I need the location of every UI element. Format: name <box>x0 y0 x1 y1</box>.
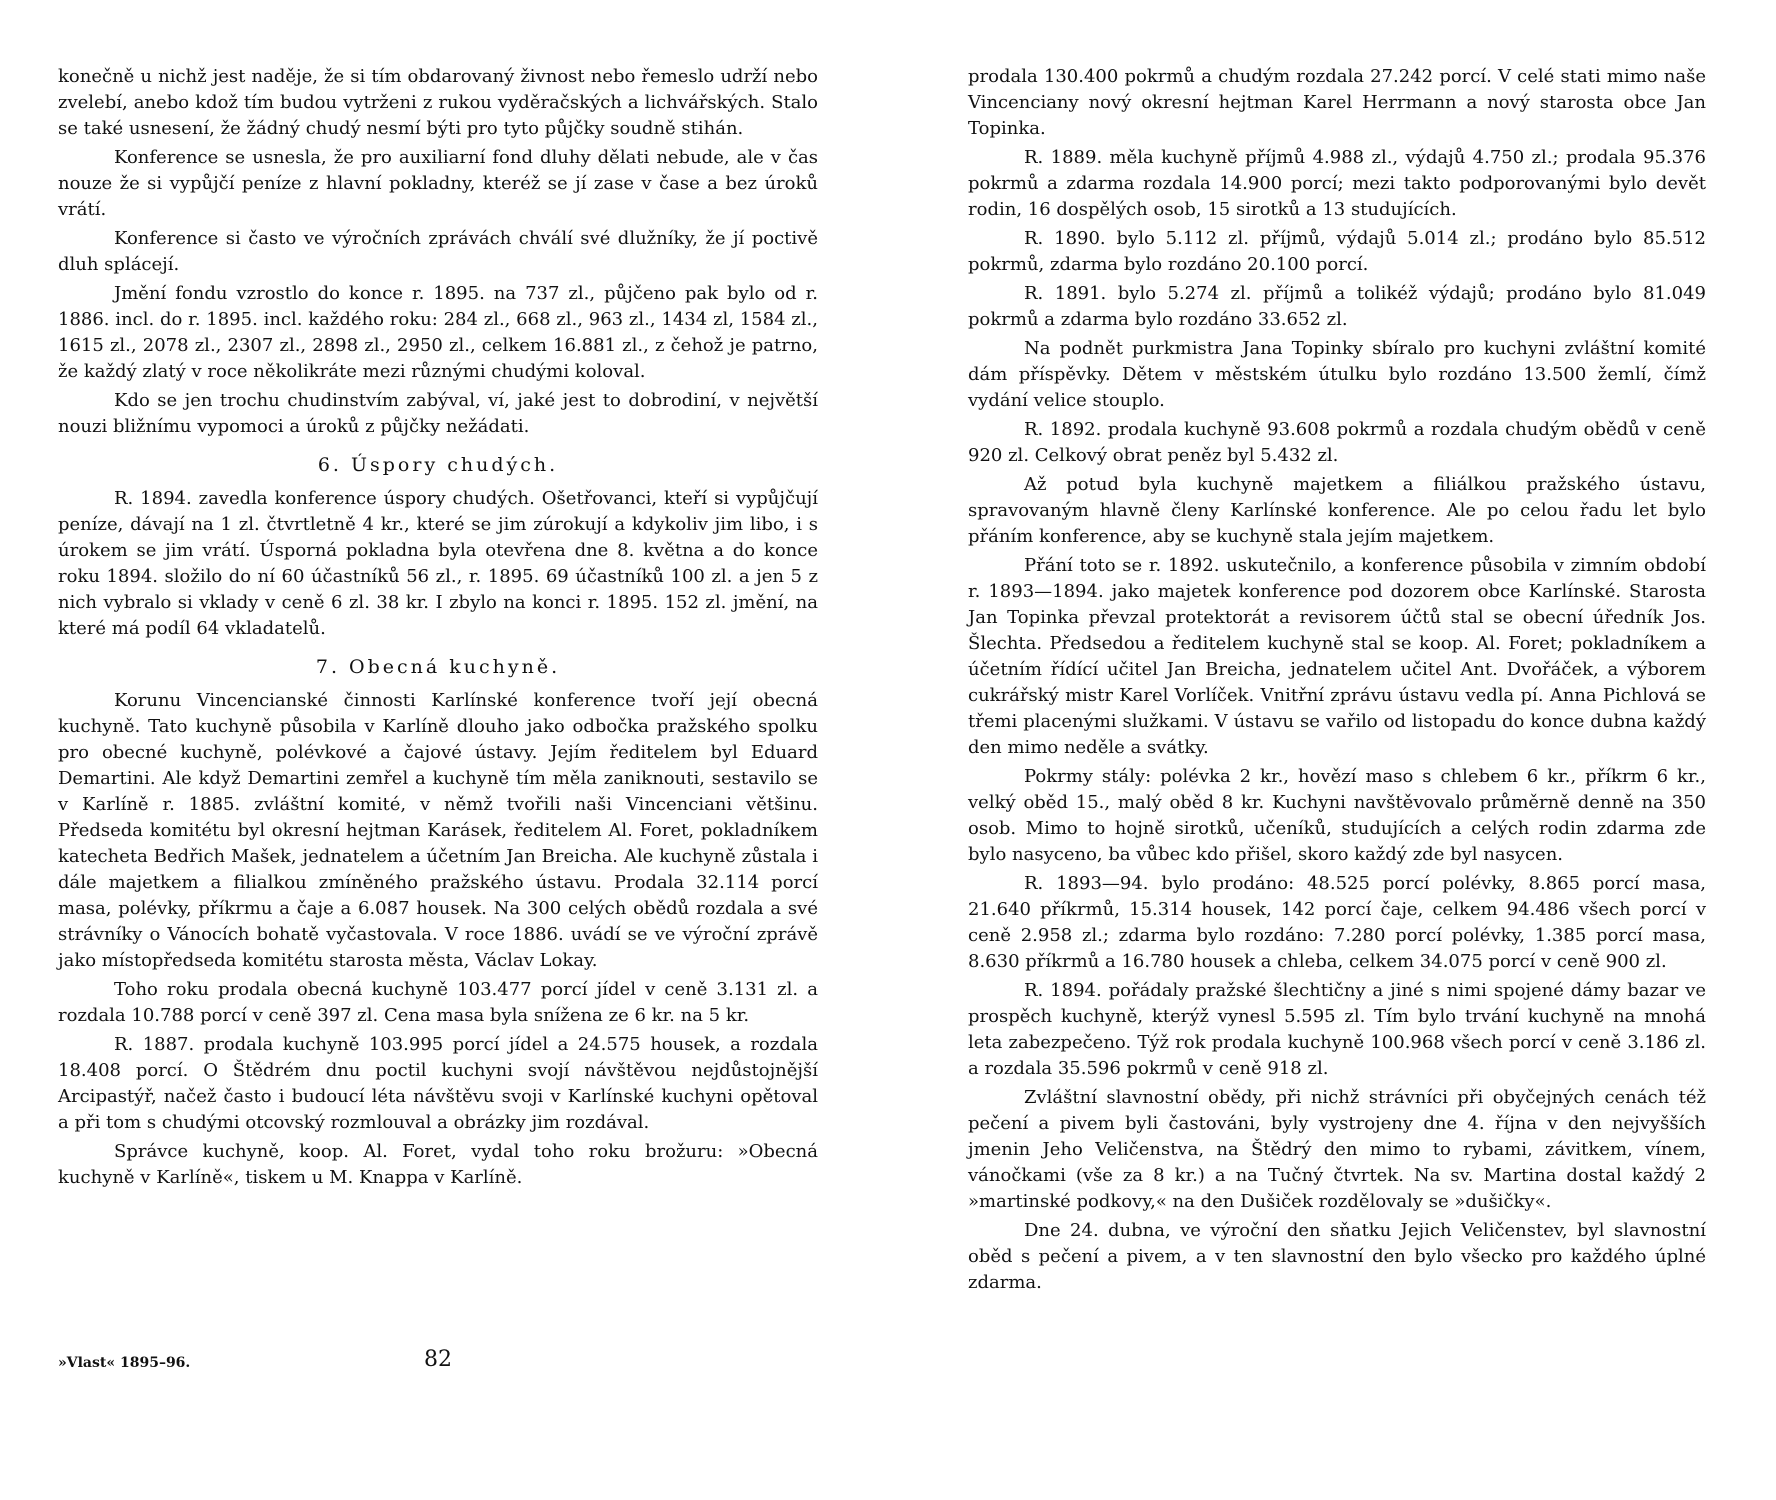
footer-source: »Vlast« 1895–96. <box>58 1355 191 1371</box>
page-number: 82 <box>424 1347 452 1372</box>
paragraph: prodala 130.400 pokrmů a chudým rozdala 27.242 porcí. V celé stati mimo naše Vincenciany nový okresní hejtman Karel Herrmann a nový starosta obce Jan Topinka. <box>968 66 1706 139</box>
section-heading-6: 6. Úspory chudých. <box>317 454 559 476</box>
right-page <box>888 0 1776 1500</box>
paragraph: konečně u nichž jest naděje, že si tím obdarovaný živnost nebo řemeslo udrží nebo zvelebí, anebo kdož tím budou vytrženi z rukou vyděračských a lichvářských. Stalo se také usnesení, že žádný chudý nesmí býti pro tyto půjčky soudně stihán. <box>58 66 818 139</box>
paragraph: Toho roku prodala obecná kuchyně 103.477 porcí jídel v ceně 3.131 zl. a rozdala 10.788 porcí v ceně 397 zl. Cena masa byla snížena ze 6 kr. na 5 kr. <box>58 979 818 1026</box>
paragraph: Přání toto se r. 1892. uskutečnilo, a konference působila v zimním období r. 1893—1894. jako majetek konference pod dozorem obce Karlínské. Starosta Jan Topinka převzal protektorát a revisorem účtů stal se obecní úředník Jos. Šlechta. Předsedou a ředitelem kuchyně stal se koop. Al. Foret; pokladníkem a účetním řídící učitel Jan Breicha, jednatelem učitel Ant. Dvořáček, a výborem cukrářský mistr Karel Vorlíček. Vnitřní zprávu ústavu vedla pí. Anna Pichlová se třemi placenými služkami. V ústavu se vařilo od listopadu do konce dubna každý den mimo neděle a svátky. <box>968 555 1706 758</box>
paragraph: R. 1890. bylo 5.112 zl. příjmů, výdajů 5.014 zl.; prodáno bylo 85.512 pokrmů, zdarma bylo rozdáno 20.100 porcí. <box>968 228 1706 275</box>
paragraph: R. 1894. zavedla konference úspory chudých. Ošetřovanci, kteří si vypůjčují peníze, dávají na 1 zl. čtvrtletně 4 kr., které se jim zúrokují a kdykoliv jim libo, i s úrokem se jim vrátí. Úsporná pokladna byla otevřena dne 8. května a do konce roku 1894. složilo do ní 60 účastníků 56 zl., r. 1895. 69 účastníků 100 zl. a jen 5 z nich vybralo si vklady v ceně 6 zl. 38 kr. I zbylo na konci r. 1895. 152 zl. jmění, na které má podíl 64 vkladatelů. <box>58 488 818 639</box>
paragraph: Pokrmy stály: polévka 2 kr., hovězí maso s chlebem 6 kr., příkrm 6 kr., velký oběd 15., malý oběd 8 kr. Kuchyni navštěvovalo průměrně denně na 350 osob. Mimo to hojně sirotků, učeníků, studujících a celých rodin zdarma zde bylo nasyceno, ba vůbec kdo přišel, skoro každý zde byl nasycen. <box>968 766 1706 865</box>
paragraph: R. 1887. prodala kuchyně 103.995 porcí jídel a 24.575 housek, a rozdala 18.408 porcí. O Štědrém dnu poctil kuchyni svojí návštěvou nejdůstojnější Arcipastýř, načež často i budoucí léta návštěvu svoji v Karlínské kuchyni opětoval a při tom s chudými otcovský rozmlouval a obrázky jim rozdával. <box>58 1034 818 1133</box>
paragraph: Zvláštní slavnostní obědy, při nichž strávníci při obyčejných cenách též pečení a pivem byli častováni, byly vystrojeny dne 4. října v den nejvyšších jmenin Jeho Veličenstva, na Štědrý den mimo to rybami, závitkem, vínem, vánočkami (vše za 8 kr.) a na Tučný čtvrtek. Na sv. Martina dostal každý 2 »martinské podkovy,« na den Dušiček rozdělovaly se »dušičky«. <box>968 1087 1706 1212</box>
section-heading-7: 7. Obecná kuchyně. <box>315 656 561 678</box>
paragraph: Správce kuchyně, koop. Al. Foret, vydal toho roku brožuru: »Obecná kuchyně v Karlíně«, tiskem u M. Knappa v Karlíně. <box>58 1141 818 1188</box>
paragraph: Konference si často ve výročních zprávách chválí své dlužníky, že jí poctivě dluh splácejí. <box>58 228 818 275</box>
paragraph: Až potud byla kuchyně majetkem a filiálkou pražského ústavu, spravovaným hlavně členy Karlínské konference. Ale po celou řadu let bylo přáním konference, aby se kuchyně stala jejím majetkem. <box>968 474 1706 547</box>
paragraph: Korunu Vincencianské činnosti Karlínské konference tvoří její obecná kuchyně. Tato kuchyně působila v Karlíně dlouho jako odbočka pražského spolku pro obecné kuchyně, polévkové a čajové ústavy. Jejím ředitelem byl Eduard Demartini. Ale když Demartini zemřel a kuchyně tím měla zaniknouti, sestavilo se v Karlíně r. 1885. zvláštní komité, v němž tvořili naši Vincenciani většinu. Předseda komitétu byl okresní hejtman Karásek, ředitelem Al. Foret, pokladníkem katecheta Bedřich Mašek, jednatelem a účetním Jan Breicha. Ale kuchyně zůstala i dále majetkem a filialkou zmíněného pražského ústavu. Prodala 32.114 porcí masa, polévky, příkrmu a čaje a 6.087 housek. Na 300 celých obědů rozdala a své strávníky o Vánocích bohatě vyčastovala. V roce 1886. uvádí se ve výroční zprávě jako místopředseda komitétu starosta města, Václav Lokay. <box>58 690 818 971</box>
left-page-content <box>58 64 818 1191</box>
paragraph: R. 1889. měla kuchyně příjmů 4.988 zl., výdajů 4.750 zl.; prodala 95.376 pokrmů a zdarma rozdala 14.900 porcí; mezi takto podporovanými bylo devět rodin, 16 dospělých osob, 15 sirotků a 13 studujících. <box>968 147 1706 220</box>
paragraph: R. 1892. prodala kuchyně 93.608 pokrmů a rozdala chudým obědů v ceně 920 zl. Celkový obrat peněz byl 5.432 zl. <box>968 419 1706 466</box>
paragraph: R. 1891. bylo 5.274 zl. příjmů a tolikéž výdajů; prodáno bylo 81.049 pokrmů a zdarma bylo rozdáno 33.652 zl. <box>968 283 1706 330</box>
paragraph: Dne 24. dubna, ve výroční den sňatku Jejich Veličenstev, byl slavnostní oběd s pečení a pivem, a v ten slavnostní den bylo všecko pro každého úplné zdarma. <box>968 1220 1706 1293</box>
paragraph: R. 1894. pořádaly pražské šlechtičny a jiné s nimi spojené dámy bazar ve prospěch kuchyně, kterýž vynesl 5.595 zl. Tím bylo trvání kuchyně na mnohá leta zabezpečeno. Týž rok prodala kuchyně 100.968 všech porcí v ceně 3.186 zl. a rozdala 35.596 pokrmů v ceně 918 zl. <box>968 980 1706 1079</box>
paragraph: Konference se usnesla, že pro auxiliarní fond dluhy dělati nebude, ale v čas nouze že si vypůjčí peníze z hlavní pokladny, kteréž se jí zase v čase a bez úroků vrátí. <box>58 147 818 220</box>
paragraph: Na podnět purkmistra Jana Topinky sbíralo pro kuchyni zvláštní komité dám příspěvky. Dětem v městském útulku bylo rozdáno 13.500 žemlí, čímž vydání velice stouplo. <box>968 338 1706 411</box>
paragraph: Jmění fondu vzrostlo do konce r. 1895. na 737 zl., půjčeno pak bylo od r. 1886. incl. do r. 1895. incl. každého roku: 284 zl., 668 zl., 963 zl., 1434 zl, 1584 zl., 1615 zl., 2078 zl., 2307 zl., 2898 zl., 2950 zl., celkem 16.881 zl., z čehož je patrno, že každý zlatý v roce několikráte mezi různými chudými koloval. <box>58 283 818 382</box>
paragraph: Kdo se jen trochu chudinstvím zabýval, ví, jaké jest to dobrodiní, v největší nouzi bližnímu vypomoci a úroků z půjčky nežádati. <box>58 390 818 437</box>
right-page-content <box>968 64 1706 1296</box>
paragraph: R. 1893—94. bylo prodáno: 48.525 porcí polévky, 8.865 porcí masa, 21.640 příkrmů, 15.314 housek, 142 porcí čaje, celkem 94.486 všech porcí v ceně 2.958 zl.; zdarma bylo rozdáno: 7.280 porcí polévky, 1.385 porcí masa, 8.630 příkrmů a 16.780 housek a chleba, celkem 34.075 porcí v ceně 900 zl. <box>968 873 1706 972</box>
